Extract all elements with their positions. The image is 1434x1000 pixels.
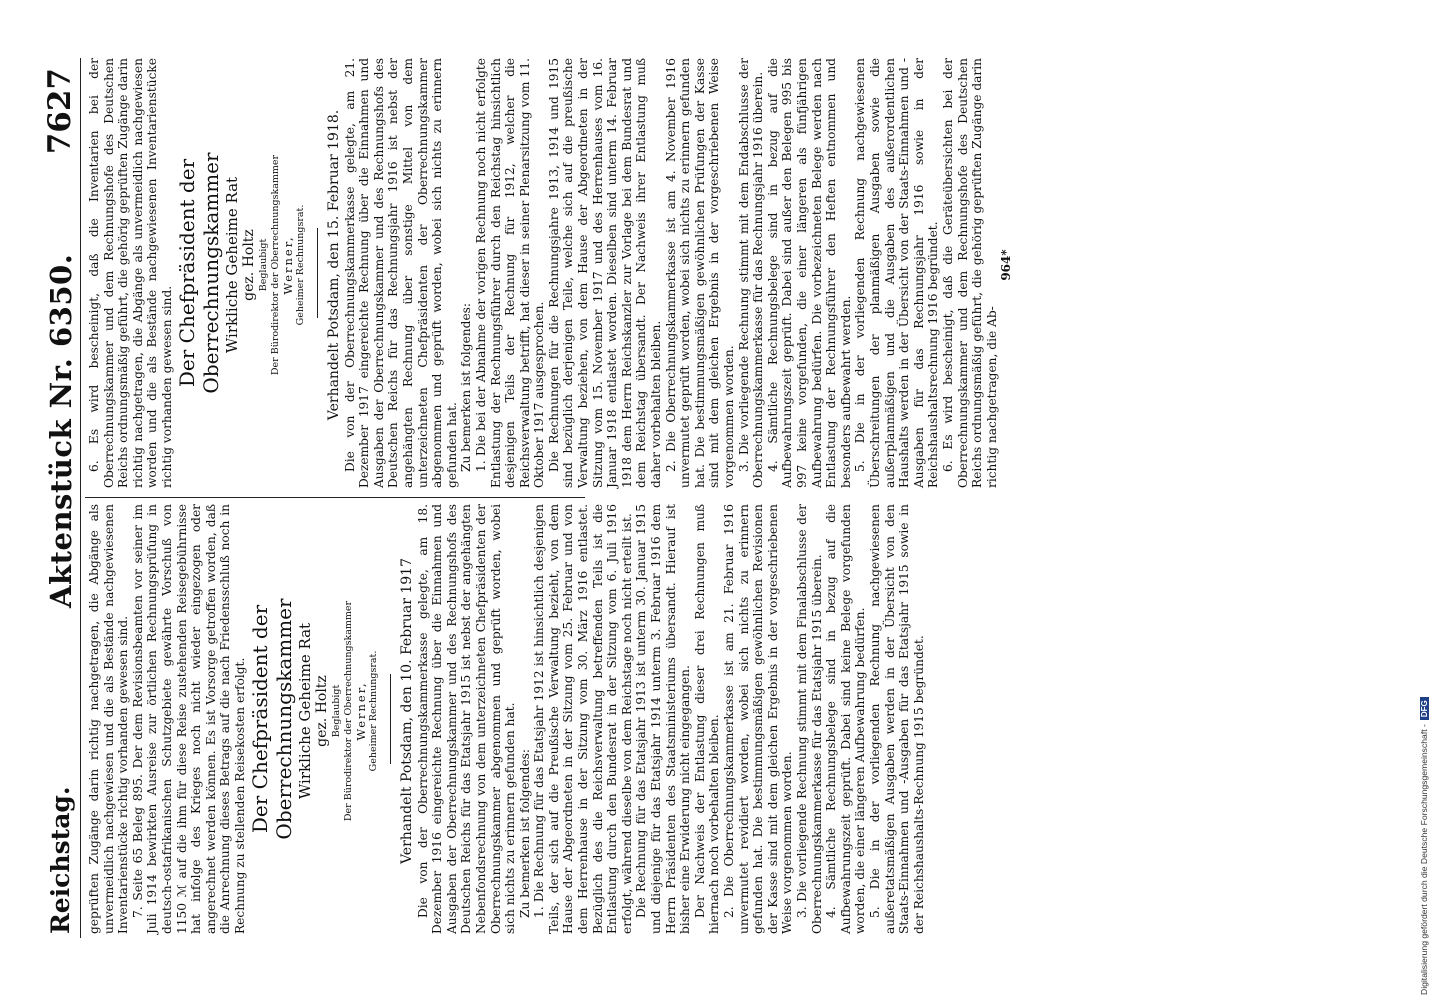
paragraph: 5. Die in der vorliegenden Rechnung nachgewiesenen außeretatsmäßigen Ausgaben werden in der Übersicht von den Staats-Einnahmen und -Ausgaben für das Etatsjahr 1915 sowie in der Reichshaushalts-Rechnung 1915 begründet. xyxy=(867,504,926,934)
paragraph: 1. Die bei der Abnahme der vorigen Rechnung noch nicht erfolgte Entlastung der Rechnungsführer durch den Reichstag hinsichtlich desjenigen Teils der Rechnung für 1912, welcher die Reichsverwaltung betrifft, hat dieser in seiner Plenarsitzung vom 11. Oktober 1917 ausgesprochen. xyxy=(473,58,547,488)
certification-office: Der Bürodirektor der Oberrechnungskammer xyxy=(269,154,281,376)
certification-name: Werner, xyxy=(280,235,295,295)
paragraph: Die von der Oberrechnungskammerkasse gelegte, am 18. Dezember 1916 eingereichte Rechnung über die Einnahmen und Ausgaben der Oberrechnungskammer und des Rechnungshofs des Deutschen Reichs für das Etatsjahr 1915 ist nebst der angehängten Nebenfondsrechnung von dem unterzeichneten Chefpräsidenten der Oberrechnungskammer abgenommen und geprüft worden, wobei sich nichts zu erinnern gefunden hat. xyxy=(415,504,518,934)
columns xyxy=(81,58,1381,938)
separator-rule xyxy=(390,674,391,764)
certification-office: Der Bürodirektor der Oberrechnungskammer xyxy=(342,600,354,822)
paragraph: Der Nachweis der Entlastung dieser drei Rechnungen muß hiernach noch vorbehalten bleiben. xyxy=(692,504,722,934)
paragraph: 4. Sämtliche Rechnungsbelege sind in bezug auf die Aufbewahrungszeit geprüft. Dabei sind außer den Belegen 995 bis 997 keine vorgefunden, die einer längeren als fünfjährigen Aufbewahrung bedürfen. Die vorbezeichneten Belege werden nach Entlastung der Rechnungsführer den Heften entnommen und besonders aufbewahrt werden. xyxy=(765,58,853,488)
header-title: Aktenstück Nr. 6350. xyxy=(44,253,78,608)
column-divider xyxy=(85,497,585,498)
paragraph: Zu bemerken ist folgendes: xyxy=(517,748,532,918)
signature-name: gez. Holtz xyxy=(313,675,330,747)
digitization-note xyxy=(1419,697,1429,995)
date-line: Verhandelt Potsdam, den 10. Februar 1917 xyxy=(398,558,415,865)
certification-name: Werner, xyxy=(353,681,368,741)
separator-rule xyxy=(317,228,318,318)
certification-rank: Geheimer Rechnungsrat. xyxy=(294,204,306,326)
signature-rank: Wirkliche Geheime Rat xyxy=(222,176,241,354)
paragraph: Die Rechnung für das Etatsjahr 1913 ist unterm 30. Januar 1915 und diejenige für das Etatsjahr 1914 unterm 3. Februar 1916 dem Herrn Präsidenten des Staatsministeriums übersandt. Hierauf ist bisher eine Erwiderung nicht eingegangen. xyxy=(634,504,693,934)
paragraph: Die von der Oberrechnungskammerkasse gelegte, am 21. Dezember 1917 eingereichte Rechnung über die Einnahmen und Ausgaben der Oberrechnungskammer und des Rechnungshofs des Deutschen Reichs für das Rechnungsjahr 1916 ist nebst der angehängten Rechnung über sonstige Mittel von dem unterzeichneten Chefpräsidenten der Oberrechnungskammer abgenommen und geprüft worden, wobei sich nichts zu erinnern gefunden hat. xyxy=(342,58,459,488)
digitization-text: Digitalisierung gefördert durch die Deutsche Forschungsgemeinschaft - xyxy=(1419,724,1429,995)
paragraph: 3. Die vorliegende Rechnung stimmt mit dem Finalabschlusse der Oberrechnungskammerkasse für das Etatsjahr 1915 überein. xyxy=(794,504,824,934)
paragraph: 6. Es wird bescheinigt, daß die Inventarien bei der Oberrechnungskammer und dem Rechnungshofe des Deutschen Reichs ordnungsmäßig geführt, die gehörig geprüften Zugänge darin richtig nachgetragen, die Abgänge als unvermeidlich nachgewiesen worden und die als Bestände nachgewiesenen Inventarienstücke richtig vorhanden gewesen sind. xyxy=(87,58,174,488)
certification-label: Beglaubigt xyxy=(330,684,342,738)
column-left xyxy=(87,504,926,934)
signature-title: Der Chefpräsident der Oberrechnungskammer xyxy=(174,152,223,394)
page-header xyxy=(40,58,81,938)
signature-title: Der Chefpräsident der Oberrechnungskammer xyxy=(247,598,296,840)
paragraph: 4. Sämtliche Rechnungsbelege sind in bezug auf die Aufbewahrungszeit geprüft. Dabei sind keine Belege vorgefunden worden, die einer längeren Aufbewahrung bedürfen. xyxy=(824,504,868,934)
page-signature: 964* xyxy=(999,249,1014,281)
paragraph: Die Rechnungen für die Rechnungsjahre 1913, 1914 und 1915 sind bezüglich derjenigen Teile, welche sich auf die preußische Verwaltung beziehen, von dem Hause der Abgeordneten in der Sitzung vom 15. November 1917 und des Herrenhauses vom 16. Januar 1918 entlastet worden. Dieselben sind unterm 14. Februar 1918 dem Herrn Reichskanzler zur Vorlage bei dem Bundesrat und dem Reichstag übersandt. Der Nachweis ihrer Entlastung muß daher vorbehalten bleiben. xyxy=(546,58,664,488)
paragraph: 3. Die vorliegende Rechnung stimmt mit dem Endabschlusse der Oberrechnungskammerkasse für das Rechnungsjahr 1916 überein. xyxy=(736,58,766,488)
signature-rank: Wirkliche Geheime Rat xyxy=(295,622,314,800)
paragraph: 7. Seite 65 Beleg 895. Der dem Revisionsbeamten vor seiner im Juli 1914 bewirkten Ausreise zur örtlichen Rechnungsprüfung in deutsch-ostafrikanischen Schutzgebiete gewährte Vorschuß von 1150 ℳ auf die ihm für diese Reise zustehenden Reisegebührnisse hat infolge des Krieges noch nicht wieder eingezogen oder angerechnet werden können. Es ist Vorsorge getroffen worden, daß die Anrechnung dieses Betrags auf die nach Friedensschluß noch in Rechnung zu stellenden Reisekosten erfolgt. xyxy=(130,504,247,934)
paragraph: Zu bemerken ist folgendes: xyxy=(459,302,474,472)
page-number: 7627 xyxy=(42,68,78,155)
paragraph: 6. Es wird bescheinigt, daß die Geräteübersichten bei der Oberrechnungskammer und dem Rechnungshofe des Deutschen Reichs ordnungsmäßig geführt, die gehörig geprüften Zugänge darin richtig nachgetragen, die Ab- xyxy=(940,58,999,488)
header-left: Reichstag. xyxy=(46,786,75,934)
date-line: Verhandelt Potsdam, den 15. Februar 1918. xyxy=(325,109,342,421)
paragraph: 2. Die Oberrechnungskammerkasse ist am 21. Februar 1916 unvermutet revidiert worden, wobei sich nichts zu erinnern gefunden hat. Die bestimmungsmäßigen gewöhnlichen Revisionen der Kasse sind mit dem gleichen Ergebnis in der vorgeschriebenen Weise vorgenommen worden. xyxy=(722,504,795,934)
paragraph: 1. Die Rechnung für das Etatsjahr 1912 ist hinsichtlich desjenigen Teils, der sich auf die Preußische Verwaltung bezieht, von dem Hause der Abgeordneten in der Sitzung vom 25. Februar und von dem Herrenhause in der Sitzung vom 30. März 1916 entlastet. Bezüglich des die Reichsverwaltung betreffenden Teils ist die Entlastung durch den Bundesrat in der Sitzung vom 6. Juli 1916 erfolgt, während dieselbe von dem Reichstage noch nicht erteilt ist. xyxy=(532,504,634,934)
paragraph: geprüften Zugänge darin richtig nachgetragen, die Abgänge als unvermeidlich nachgewiesen und die als Bestände nachgewiesenen Inventarienstücke richtig vorhanden gewesen sind. xyxy=(87,504,131,934)
paragraph: 2. Die Oberrechnungskammerkasse ist am 4. November 1916 unvermutet geprüft worden, wobei sich nichts zu erinnern gefunden hat. Die bestimmungsmäßigen gewöhnlichen Prüfungen der Kasse sind mit dem gleichen Ergebnis in der vorgeschriebenen Weise vorgenommen worden. xyxy=(663,58,736,488)
paragraph: 5. Die in der vorliegenden Rechnung nachgewiesenen Überschreitungen der planmäßigen Ausgaben sowie die außerplanmäßigen und die Ausgaben des außerordentlichen Haushalts werden in der Übersicht von der Staats-Einnahmen und -Ausgaben für das Rechnungsjahr 1916 sowie in der Reichshaushaltsrechnung 1916 begründet. xyxy=(853,58,941,488)
certification-label: Beglaubigt xyxy=(257,238,269,292)
column-right xyxy=(87,58,1014,488)
dfg-logo: DFG xyxy=(1420,697,1429,720)
certification-rank: Geheimer Rechnungsrat. xyxy=(367,650,379,772)
signature-name: gez. Holtz xyxy=(240,229,257,301)
